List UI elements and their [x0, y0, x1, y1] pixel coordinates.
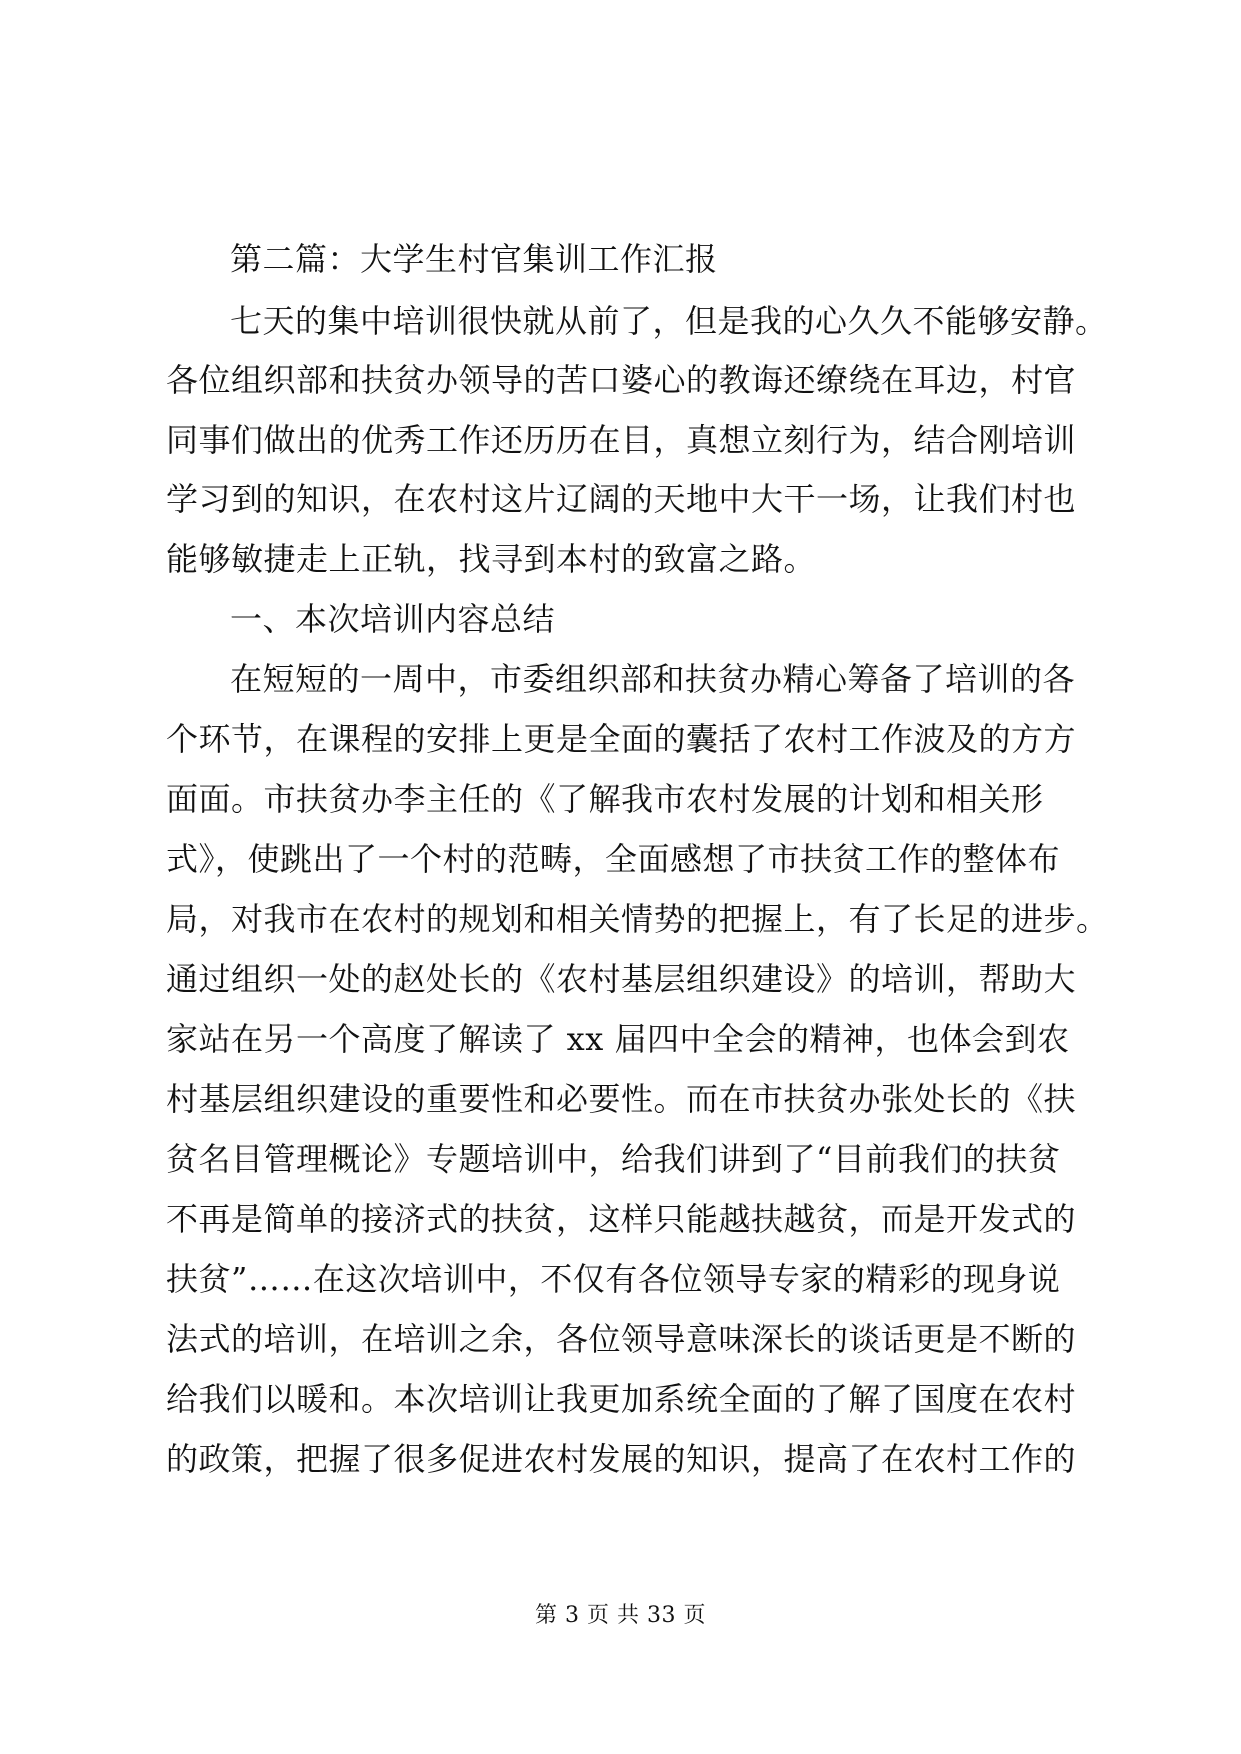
paragraph-line: 个环节，在课程的安排上更是全面的囊括了农村工作波及的方方	[166, 720, 1077, 758]
paragraph-line: 法式的培训，在培训之余，各位领导意味深长的谈话更是不断的	[166, 1320, 1077, 1358]
paragraph-line: 家站在另一个高度了解读了 xx 届四中全会的精神，也体会到农	[166, 1020, 1070, 1058]
paragraph-line: 同事们做出的优秀工作还历历在目，真想立刻行为，结合刚培训	[166, 421, 1077, 459]
section-heading: 第二篇：大学生村官集训工作汇报	[230, 240, 718, 278]
paragraph-line: 能够敏捷走上正轨，找寻到本村的致富之路。	[166, 540, 817, 578]
paragraph-line: 给我们以暖和。本次培训让我更加系统全面的了解了国度在农村	[166, 1380, 1077, 1418]
page-number-footer: 第 3 页 共 33 页	[535, 1603, 706, 1628]
paragraph-line: 局，对我市在农村的规划和相关情势的把握上，有了长足的进步。	[166, 900, 1109, 938]
paragraph-line: 村基层组织建设的重要性和必要性。而在市扶贫办张处长的《扶	[166, 1080, 1077, 1118]
paragraph-line: 式》，使跳出了一个村的范畴，全面感想了市扶贫工作的整体布	[166, 840, 1061, 878]
subsection-heading: 一、本次培训内容总结	[230, 600, 556, 638]
paragraph-line: 的政策，把握了很多促进农村发展的知识，提高了在农村工作的	[166, 1440, 1077, 1478]
paragraph-line: 学习到的知识，在农村这片辽阔的天地中大干一场，让我们村也	[166, 480, 1077, 518]
paragraph-line: 在短短的一周中，市委组织部和扶贫办精心筹备了培训的各	[230, 660, 1076, 698]
paragraph-line: 扶贫”……在这次培训中，不仅有各位领导专家的精彩的现身说	[166, 1260, 1061, 1298]
paragraph-line: 面面。市扶贫办李主任的《了解我市农村发展的计划和相关形	[166, 780, 1044, 818]
paragraph-line: 不再是简单的接济式的扶贫，这样只能越扶越贫，而是开发式的	[166, 1200, 1077, 1238]
paragraph-line: 七天的集中培训很快就从前了，但是我的心久久不能够安静。	[230, 302, 1108, 340]
paragraph-line: 各位组织部和扶贫办领导的苦口婆心的教诲还缭绕在耳边，村官	[166, 361, 1077, 399]
paragraph-line: 通过组织一处的赵处长的《农村基层组织建设》的培训，帮助大	[166, 960, 1077, 998]
paragraph-line: 贫名目管理概论》专题培训中，给我们讲到了“目前我们的扶贫	[166, 1140, 1061, 1178]
